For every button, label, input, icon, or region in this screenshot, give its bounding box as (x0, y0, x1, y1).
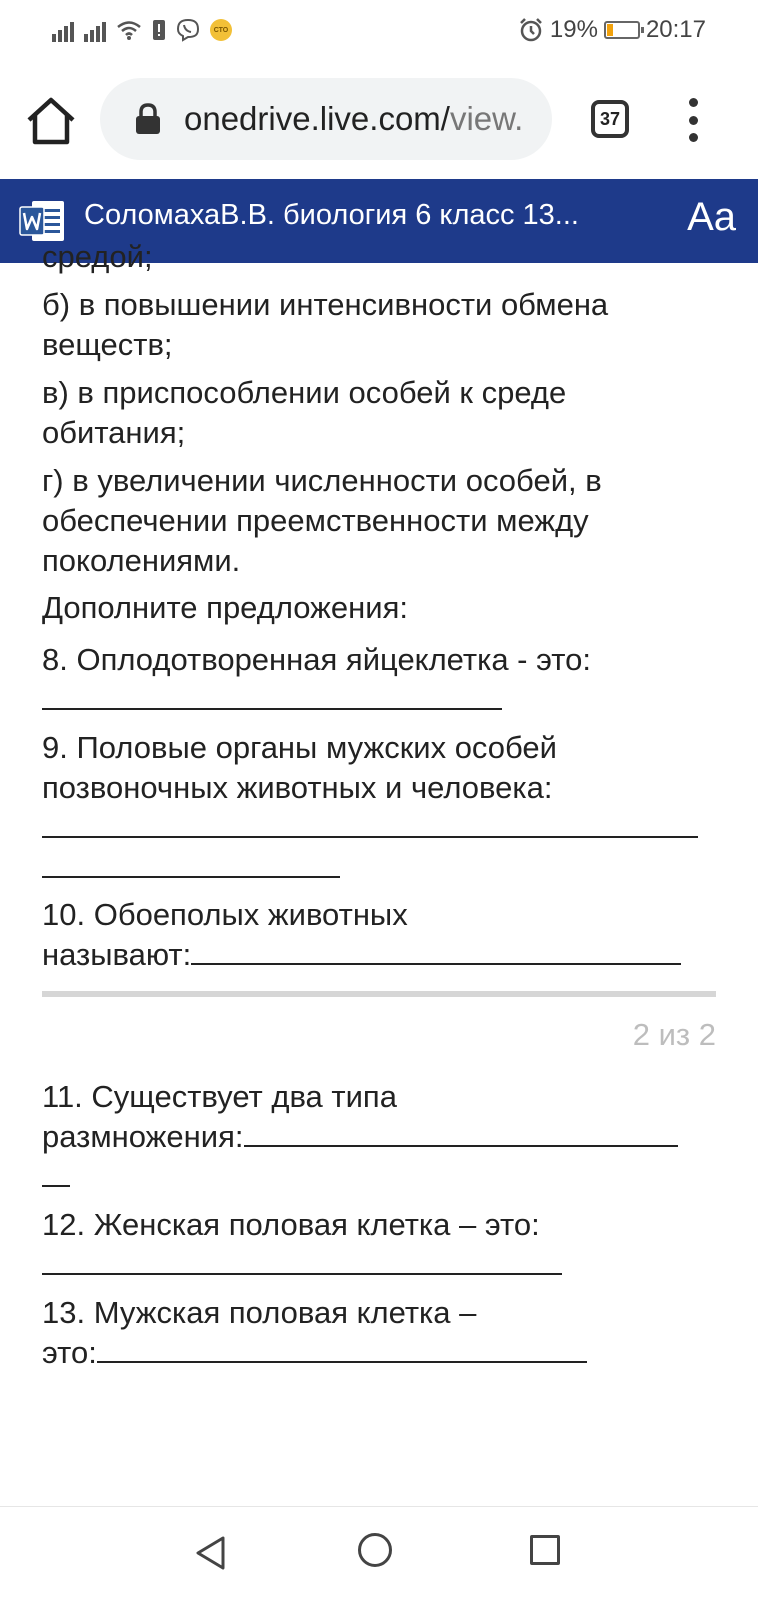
question-11-line-2 (42, 1117, 718, 1157)
instruction (42, 588, 718, 628)
option-g-line-1: г) в увеличении численности особей, в (42, 463, 602, 498)
document-page-1 (42, 237, 718, 277)
question-13-line-1: 13. Мужская половая клетка – (42, 1295, 477, 1330)
question-9 (42, 728, 718, 888)
url-text (184, 100, 523, 138)
question-12 (42, 1205, 718, 1285)
option-v-line-1: в) в приспособлении особей к среде (42, 375, 567, 410)
status-right (518, 16, 706, 44)
recent-apps-icon[interactable] (530, 1535, 560, 1565)
wifi-icon (116, 19, 142, 41)
status-left (52, 18, 232, 42)
signal-icon (84, 18, 106, 42)
back-icon[interactable] (194, 1535, 228, 1571)
option-g-line-3: поколениями. (42, 543, 241, 578)
url-path: view. (449, 100, 524, 137)
alarm-icon (518, 17, 544, 43)
question-8-text: 8. Оплодотворенная яйцеклетка - это: (42, 642, 591, 677)
question-10-line-1: 10. Обоеполых животных (42, 897, 408, 932)
question-11 (42, 1077, 718, 1197)
lock-icon (134, 102, 162, 136)
question-9-line-2: позвоночных животных и человека: (42, 770, 553, 805)
question-13-label: это: (42, 1335, 97, 1370)
browser-toolbar (0, 64, 758, 179)
text-size-button[interactable]: Aa (687, 195, 736, 239)
page-separator (42, 991, 716, 997)
question-12-text: 12. Женская половая клетка – это: (42, 1207, 540, 1242)
answer-blank (42, 680, 718, 720)
question-10-line-2 (42, 935, 718, 975)
question-11-label: размножения: (42, 1119, 244, 1154)
answer-blank (42, 1157, 718, 1197)
more-menu-icon[interactable] (686, 98, 700, 142)
page-indicator: 2 из 2 (632, 1017, 716, 1052)
document-title: СоломахаВ.В. биология 6 класс 13... (84, 199, 579, 231)
answer-blank (42, 1245, 718, 1285)
instruction-text: Дополните предложения: (42, 590, 408, 625)
battery-percent: 19% (549, 16, 598, 43)
text-line: средой; (42, 239, 153, 274)
option-v-line-2: обитания; (42, 415, 186, 450)
question-10-label: называют: (42, 937, 192, 972)
status-bar (0, 0, 758, 64)
battery-icon (604, 21, 640, 39)
question-9-line-1: 9. Половые органы мужских особей (42, 730, 557, 765)
sim-icon (152, 19, 166, 41)
question-13-line-2 (42, 1333, 718, 1373)
answer-blank (42, 848, 718, 888)
option-b-line-2: веществ; (42, 327, 173, 362)
viber-icon (176, 18, 200, 42)
question-8 (42, 640, 718, 720)
option-g (42, 461, 718, 581)
system-nav-bar (0, 1506, 758, 1601)
question-13 (42, 1293, 718, 1373)
option-g-line-2: обеспечении преемственности между (42, 503, 589, 538)
battery-level (607, 24, 613, 36)
address-bar[interactable] (100, 78, 552, 160)
answer-options (42, 285, 718, 365)
option-v (42, 373, 718, 453)
operator-badge-icon: СТО (210, 19, 232, 41)
tab-switcher-button[interactable]: 37 (591, 100, 629, 138)
url-domain: onedrive.live.com/ (184, 100, 450, 137)
option-b-line-1: б) в повышении интенсивности обмена (42, 287, 609, 322)
signal-icon (52, 18, 74, 42)
home-icon[interactable] (24, 96, 78, 146)
question-10 (42, 895, 718, 975)
answer-blank (42, 808, 718, 848)
question-11-line-1: 11. Существует два типа (42, 1079, 397, 1114)
document-view[interactable] (0, 239, 758, 1506)
home-circle-icon[interactable] (358, 1533, 392, 1567)
clock: 20:17 (645, 16, 706, 43)
